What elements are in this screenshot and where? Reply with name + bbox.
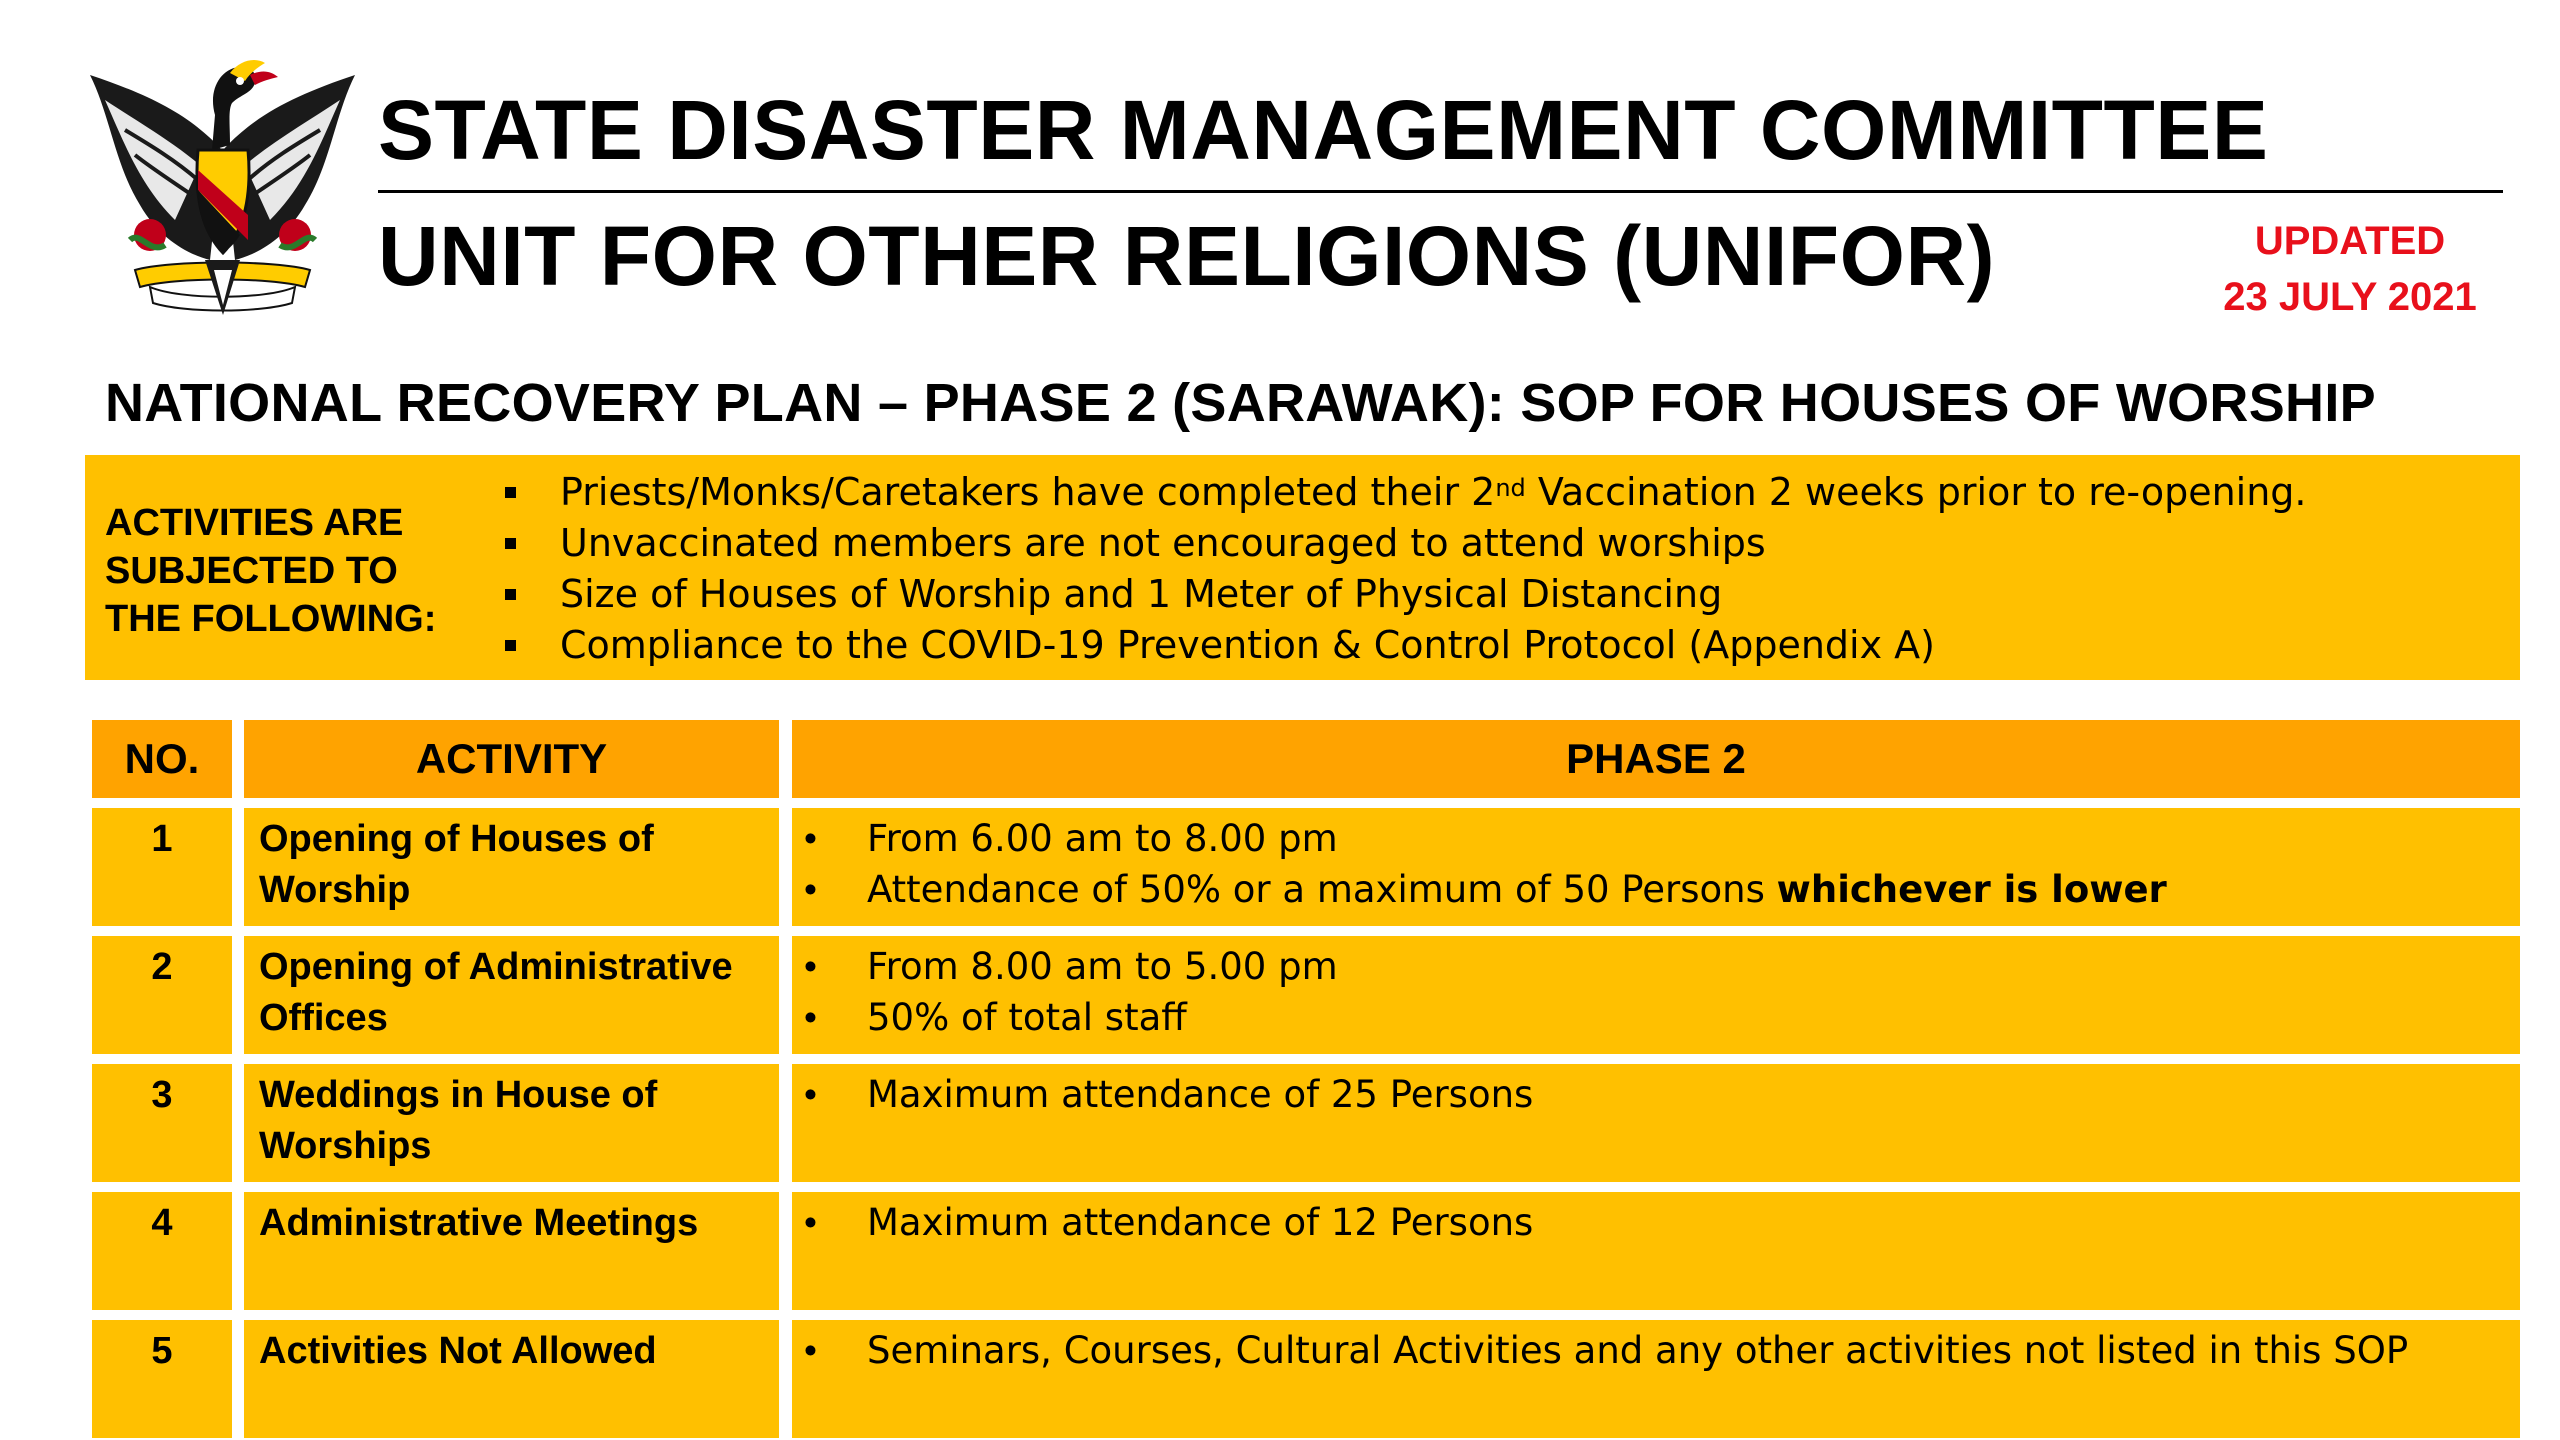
phase-item: • 50% of total staff bbox=[792, 992, 2520, 1043]
phase-item: • Maximum attendance of 12 Persons bbox=[792, 1197, 2520, 1248]
row-phase bbox=[792, 1192, 2520, 1310]
sarawak-state-crest-icon bbox=[80, 55, 365, 335]
condition-item-text: Compliance to the COVID-19 Prevention & Control Protocol (Appendix A) bbox=[560, 623, 1935, 667]
updated-stamp bbox=[2150, 213, 2550, 325]
phase-list bbox=[792, 808, 2520, 915]
row-activity: Activities Not Allowed bbox=[244, 1320, 779, 1438]
document-subtitle: NATIONAL RECOVERY PLAN – PHASE 2 (SARAWAK): SOP FOR HOUSES OF WORSHIP bbox=[105, 373, 2376, 433]
phase-item: • From 6.00 am to 8.00 pm bbox=[792, 813, 2520, 864]
condition-item bbox=[500, 518, 2307, 569]
conditions-label-text: ACTIVITIES ARE SUBJECTED TO THE FOLLOWING: bbox=[105, 502, 437, 640]
condition-item-text: Size of Houses of Worship and 1 Meter of Physical Distancing bbox=[560, 572, 1723, 616]
condition-item-text: Vaccination 2 weeks prior to re-opening. bbox=[1525, 470, 2307, 514]
header-no: NO. bbox=[92, 720, 232, 798]
row-number: 2 bbox=[92, 936, 232, 1054]
phase-list bbox=[792, 1192, 2520, 1248]
row-phase bbox=[792, 936, 2520, 1054]
row-activity: Opening of Administrative Offices bbox=[244, 936, 779, 1054]
row-number: 5 bbox=[92, 1320, 232, 1438]
updated-label: UPDATED bbox=[2254, 219, 2446, 263]
phase-item-text: Attendance of 50% or a maximum of 50 Persons bbox=[867, 868, 1777, 911]
updated-date: 23 JULY 2021 bbox=[2223, 275, 2477, 319]
row-phase bbox=[792, 1320, 2520, 1438]
condition-item-text: Unvaccinated members are not encouraged to attend worships bbox=[560, 521, 1766, 565]
condition-item bbox=[500, 467, 2307, 518]
header-phase: PHASE 2 bbox=[792, 720, 2520, 798]
phase-item: • From 8.00 am to 5.00 pm bbox=[792, 941, 2520, 992]
phase-item bbox=[792, 864, 2520, 915]
row-number: 3 bbox=[92, 1064, 232, 1182]
phase-item-emphasis: whichever is lower bbox=[1776, 868, 2167, 911]
condition-superscript: nd bbox=[1495, 474, 1526, 502]
condition-item-text: Priests/Monks/Caretakers have completed their 2 bbox=[560, 470, 1496, 514]
title-divider bbox=[378, 190, 2503, 193]
row-number: 1 bbox=[92, 808, 232, 926]
row-activity: Opening of Houses of Worship bbox=[244, 808, 779, 926]
phase-list bbox=[792, 1064, 2520, 1120]
row-number: 4 bbox=[92, 1192, 232, 1310]
conditions-list bbox=[500, 467, 2307, 671]
phase-item: • Seminars, Courses, Cultural Activities and any other activities not listed in this SOP bbox=[792, 1325, 2480, 1376]
row-phase bbox=[792, 808, 2520, 926]
row-activity: Weddings in House of Worships bbox=[244, 1064, 779, 1182]
row-activity: Administrative Meetings bbox=[244, 1192, 779, 1310]
phase-item: • Maximum attendance of 25 Persons bbox=[792, 1069, 2520, 1120]
phase-list bbox=[792, 1320, 2520, 1376]
row-phase bbox=[792, 1064, 2520, 1182]
conditions-label bbox=[105, 499, 465, 643]
condition-item bbox=[500, 569, 2307, 620]
unit-title: UNIT FOR OTHER RELIGIONS (UNIFOR) bbox=[378, 209, 1996, 303]
conditions-box bbox=[85, 455, 2520, 680]
condition-item bbox=[500, 620, 2307, 671]
header-activity: ACTIVITY bbox=[244, 720, 779, 798]
phase-list bbox=[792, 936, 2520, 1043]
committee-title: STATE DISASTER MANAGEMENT COMMITTEE bbox=[378, 83, 2269, 177]
